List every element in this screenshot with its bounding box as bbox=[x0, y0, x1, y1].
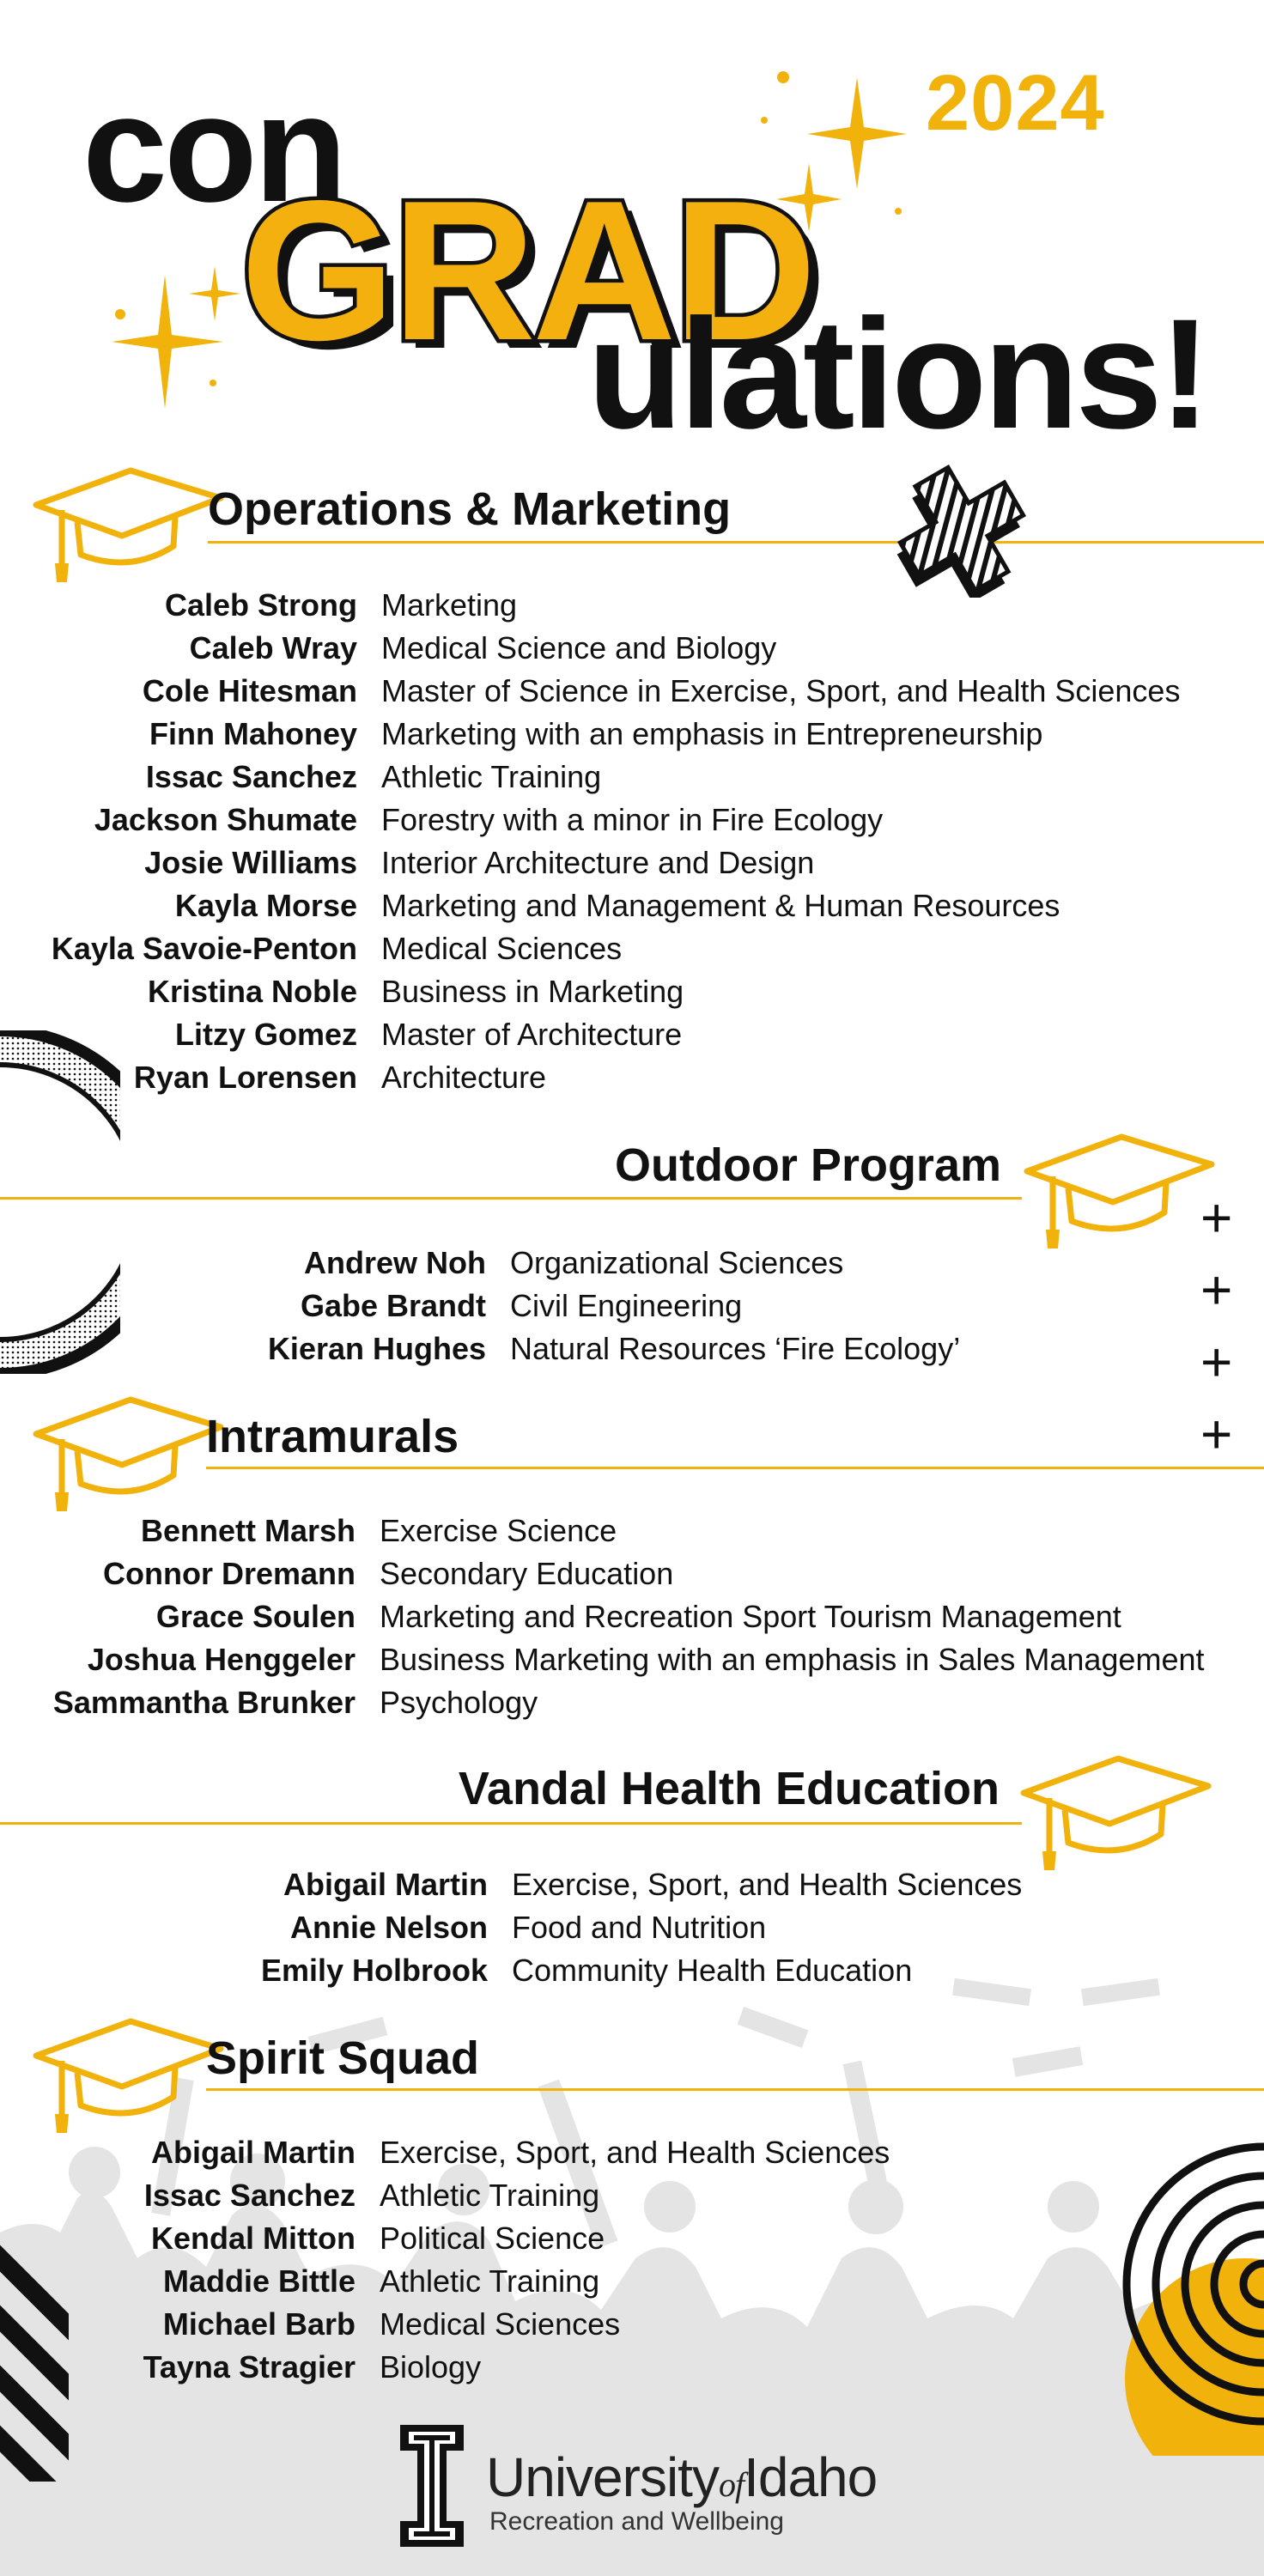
section-divider bbox=[208, 541, 1264, 544]
graduate-major: Forestry with a minor in Fire Ecology bbox=[381, 802, 884, 837]
graduate-major: Exercise Science bbox=[380, 1513, 617, 1548]
section-divider bbox=[0, 1822, 1022, 1825]
department-name: Recreation and Wellbeing bbox=[489, 2507, 784, 2536]
graduate-major: Community Health Education bbox=[512, 1953, 913, 1988]
graduate-major: Business Marketing with an emphasis in Sales Management bbox=[380, 1642, 1205, 1677]
plus-icon: + bbox=[1200, 1259, 1233, 1321]
graduate-name: Ryan Lorensen bbox=[133, 1060, 357, 1095]
graduate-name: Emily Holbrook bbox=[260, 1953, 488, 1988]
graduate-major: Medical Sciences bbox=[381, 931, 623, 966]
graduate-major: Biology bbox=[380, 2349, 482, 2385]
section-divider bbox=[0, 1197, 1022, 1200]
roster-operations bbox=[17, 584, 1180, 1099]
university-i-logo bbox=[397, 2421, 467, 2550]
graduate-name: Litzy Gomez bbox=[174, 1017, 357, 1052]
graduate-major: Marketing and Recreation Sport Tourism Management bbox=[380, 1599, 1121, 1634]
graduate-name: Issac Sanchez bbox=[143, 2178, 356, 2213]
graduate-name: Kendal Mitton bbox=[151, 2221, 356, 2256]
graduate-major: Marketing with an emphasis in Entrepreneurship bbox=[381, 716, 1043, 751]
graduate-major: Civil Engineering bbox=[510, 1288, 743, 1323]
graduate-name: Caleb Strong bbox=[164, 587, 357, 623]
university-name bbox=[486, 2445, 877, 2509]
university-main: University bbox=[486, 2446, 719, 2508]
graduate-major: Master of Science in Exercise, Sport, and Health Sciences bbox=[381, 673, 1181, 708]
headline-ulations: ulations! bbox=[587, 286, 1208, 461]
plus-icon: + bbox=[1200, 1403, 1233, 1465]
graduate-name: Josie Williams bbox=[144, 845, 357, 880]
graduate-name: Caleb Wray bbox=[189, 630, 357, 665]
section-divider bbox=[206, 1467, 1264, 1469]
roster-outdoor bbox=[146, 1242, 960, 1370]
graduate-name: Andrew Noh bbox=[304, 1245, 486, 1280]
graduation-cap-icon bbox=[27, 453, 225, 591]
graduate-name: Tayna Stragier bbox=[143, 2349, 356, 2385]
graduate-name: Annie Nelson bbox=[289, 1910, 488, 1945]
headline-grad: GRAD bbox=[240, 160, 814, 382]
graduate-name: Kayla Savoie-Penton bbox=[51, 931, 357, 966]
graduate-major: Exercise, Sport, and Health Sciences bbox=[380, 2135, 890, 2170]
graduate-name: Connor Dremann bbox=[102, 1556, 356, 1591]
graduate-name: Bennett Marsh bbox=[140, 1513, 356, 1548]
graduate-major: Secondary Education bbox=[380, 1556, 674, 1591]
graduate-name: Abigail Martin bbox=[150, 2135, 356, 2170]
graduate-major: Marketing and Management & Human Resources bbox=[381, 888, 1060, 923]
graduate-major: Political Science bbox=[380, 2221, 605, 2256]
section-title-spirit: Spirit Squad bbox=[206, 2032, 480, 2084]
graduate-name: Kayla Morse bbox=[174, 888, 357, 923]
graduate-major: Architecture bbox=[381, 1060, 547, 1095]
graduate-name: Grace Soulen bbox=[155, 1599, 356, 1634]
graduate-major: Athletic Training bbox=[381, 759, 602, 794]
graduate-name: Finn Mahoney bbox=[149, 716, 357, 751]
graduate-major: Athletic Training bbox=[380, 2263, 600, 2299]
graduate-major: Interior Architecture and Design bbox=[381, 845, 815, 880]
section-title-health: Vandal Health Education bbox=[458, 1763, 1000, 1814]
plus-icon: + bbox=[1200, 1331, 1233, 1393]
graduation-cap-icon bbox=[27, 2004, 225, 2142]
graduate-major: Organizational Sciences bbox=[510, 1245, 844, 1280]
graduation-year: 2024 bbox=[926, 59, 1105, 147]
target-rings-icon bbox=[1082, 2129, 1264, 2456]
graduate-name: Abigail Martin bbox=[283, 1867, 488, 1902]
graduate-name: Maddie Bittle bbox=[162, 2263, 356, 2299]
graduate-name: Kieran Hughes bbox=[267, 1331, 486, 1366]
graduate-name: Issac Sanchez bbox=[145, 759, 357, 794]
section-title-operations: Operations & Marketing bbox=[208, 483, 732, 535]
graduate-name: Jackson Shumate bbox=[94, 802, 357, 837]
headline-con: con bbox=[82, 63, 344, 234]
roster-health bbox=[146, 1863, 1022, 1992]
roster-spirit bbox=[17, 2131, 890, 2389]
graduate-name: Gabe Brandt bbox=[300, 1288, 486, 1323]
graduate-major: Medical Science and Biology bbox=[381, 630, 777, 665]
section-title-intramurals: Intramurals bbox=[206, 1411, 459, 1462]
university-of: of bbox=[718, 2465, 744, 2504]
graduation-cap-icon bbox=[27, 1382, 225, 1520]
graduate-major: Psychology bbox=[380, 1685, 538, 1720]
graduate-name: Joshua Henggeler bbox=[87, 1642, 356, 1677]
graduate-major: Natural Resources ‘Fire Ecology’ bbox=[510, 1331, 961, 1366]
graduate-major: Marketing bbox=[381, 587, 518, 623]
university-place: Idaho bbox=[744, 2446, 878, 2508]
graduate-major: Food and Nutrition bbox=[512, 1910, 767, 1945]
graduation-cap-icon bbox=[1015, 1741, 1212, 1879]
graduate-name: Cole Hitesman bbox=[142, 673, 357, 708]
graduate-major: Master of Architecture bbox=[381, 1017, 683, 1052]
graduate-major: Business in Marketing bbox=[381, 974, 684, 1009]
graduate-major: Exercise, Sport, and Health Sciences bbox=[512, 1867, 1023, 1902]
graduate-name: Sammantha Brunker bbox=[52, 1685, 356, 1720]
graduate-name: Michael Barb bbox=[162, 2306, 356, 2342]
graduate-major: Medical Sciences bbox=[380, 2306, 621, 2342]
section-title-outdoor: Outdoor Program bbox=[614, 1139, 1001, 1191]
section-divider bbox=[206, 2088, 1264, 2091]
graduation-cap-icon bbox=[1018, 1120, 1216, 1257]
graduate-major: Athletic Training bbox=[380, 2178, 600, 2213]
striped-cross-icon bbox=[867, 460, 1056, 598]
roster-intramurals bbox=[17, 1510, 1205, 1724]
plus-icon: + bbox=[1200, 1187, 1233, 1249]
graduate-name: Kristina Noble bbox=[147, 974, 357, 1009]
